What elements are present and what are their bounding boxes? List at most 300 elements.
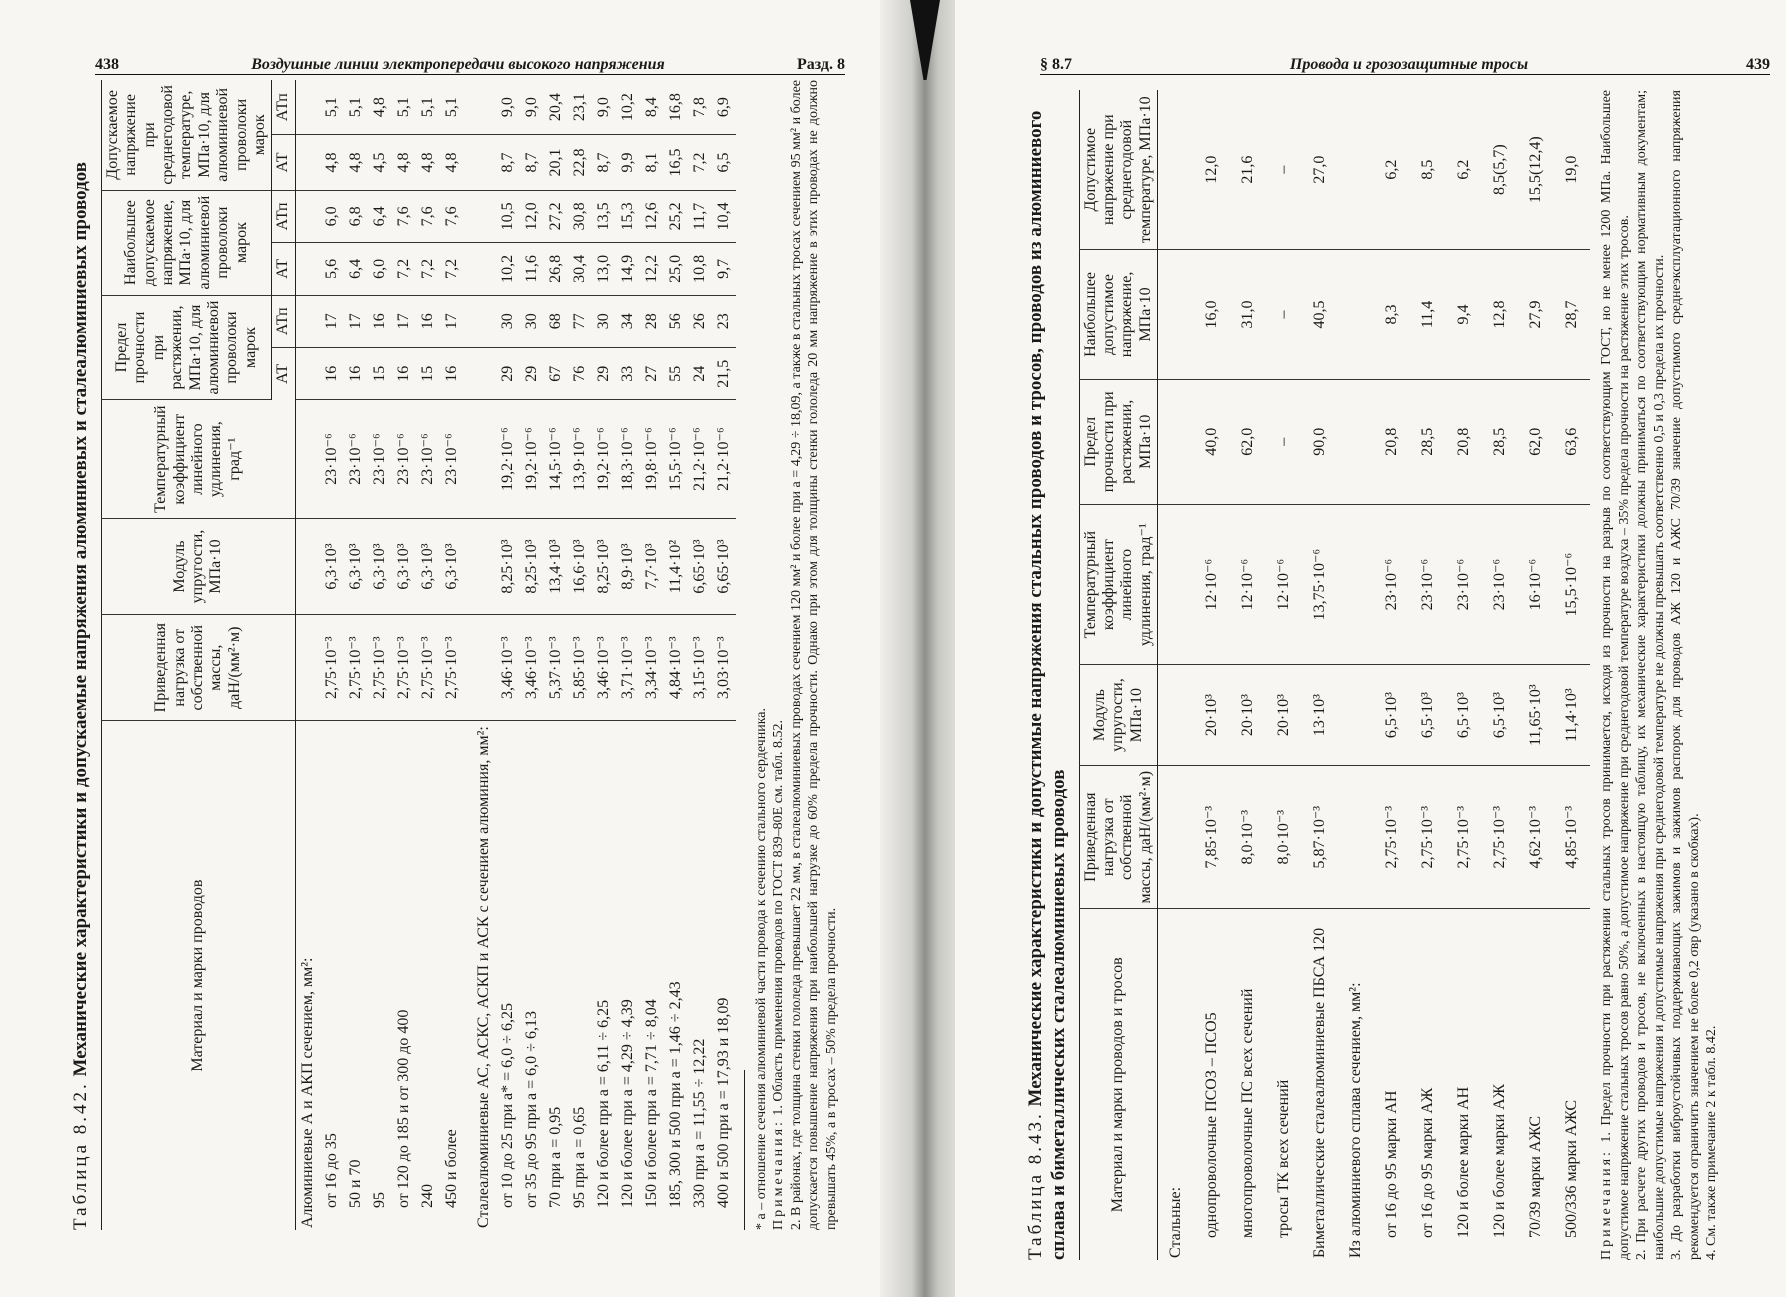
material-cell: 70/39 марки АЖС bbox=[1527, 1115, 1545, 1238]
table-8-42-notes bbox=[753, 80, 841, 1230]
temp-cell: 19,2·10⁻⁶ bbox=[592, 400, 616, 518]
avg-cell: – bbox=[1266, 90, 1302, 250]
avg-cell: 6,2 bbox=[1446, 90, 1482, 250]
modulus-cell: 7,7·10³ bbox=[640, 518, 664, 614]
max-cell: 9,4 bbox=[1446, 250, 1482, 379]
table-row bbox=[1302, 90, 1338, 1260]
m_atp-cell: 12,0 bbox=[520, 190, 544, 242]
temp-cell: 23·10⁻⁶ bbox=[320, 400, 344, 518]
table-8-43-block bbox=[1025, 90, 1760, 1260]
table-row bbox=[664, 80, 688, 1230]
empty-cell bbox=[464, 135, 496, 190]
material-cell: 70 при a = 0,95 bbox=[546, 1106, 564, 1208]
load-cell: 8,0·10⁻³ bbox=[1266, 765, 1302, 909]
col-temp: Температурный коэффициент линейного удлинения, град⁻¹ bbox=[101, 400, 295, 518]
material-cell: 185, 300 и 500 при a = 1,46 ÷ 2,43 bbox=[666, 981, 684, 1208]
temp-cell: 23·10⁻⁶ bbox=[344, 400, 368, 518]
table-row bbox=[712, 80, 736, 1230]
material-cell: 120 и более при a = 6,11 ÷ 6,25 bbox=[594, 999, 612, 1208]
material-cell: однопроволочные ПСОЗ – ПСО5 bbox=[1203, 1012, 1221, 1238]
table-row bbox=[1446, 90, 1482, 1260]
empty-cell bbox=[295, 243, 320, 295]
temp-cell: 23·10⁻⁶ bbox=[1482, 505, 1518, 665]
empty-cell bbox=[295, 80, 320, 135]
load-cell: 2,75·10⁻³ bbox=[1482, 765, 1518, 909]
modulus-cell: 6,3·10³ bbox=[320, 518, 344, 614]
col-material: Материал и марки проводов и тросов bbox=[1079, 909, 1158, 1260]
m_atp-cell: 27,2 bbox=[544, 190, 568, 242]
empty-cell bbox=[1338, 90, 1374, 250]
load-cell: 2,75·10⁻³ bbox=[1410, 765, 1446, 909]
load-cell: 4,84·10⁻³ bbox=[664, 615, 688, 721]
a_atp-cell: 10,2 bbox=[616, 80, 640, 135]
right-page-header bbox=[1040, 52, 1770, 75]
material-cell: Биметаллические сталеалюминиевые ПБСА 120 bbox=[1311, 927, 1329, 1258]
m_atp-cell: 10,5 bbox=[496, 190, 520, 242]
temp-cell: 15,5·10⁻⁶ bbox=[664, 400, 688, 518]
a_at-cell: 8,7 bbox=[592, 135, 616, 190]
temp-cell: 23·10⁻⁶ bbox=[440, 400, 464, 518]
sub-at: АТ bbox=[272, 135, 295, 190]
note-1: 1. Область применения проводов по ГОСТ 839–80Е см. табл. 8.52. bbox=[771, 719, 787, 1116]
table-8-42-label: Таблица 8.42. bbox=[70, 1081, 91, 1230]
m_atp-cell: 6,4 bbox=[368, 190, 392, 242]
temp-cell: 18,3·10⁻⁶ bbox=[616, 400, 640, 518]
m_at-cell: 9,7 bbox=[712, 243, 736, 295]
material-cell: 330 при a = 11,55 ÷ 12,22 bbox=[690, 1038, 708, 1208]
empty-cell bbox=[1338, 665, 1374, 766]
empty-cell bbox=[1338, 765, 1374, 909]
material-cell: от 120 до 185 и от 300 до 400 bbox=[394, 1009, 412, 1208]
table-row bbox=[416, 80, 440, 1230]
strength-cell: 62,0 bbox=[1518, 379, 1554, 504]
material-cell: 120 и более при a = 4,29 ÷ 4,39 bbox=[618, 999, 636, 1208]
modulus-cell: 8,25·10³ bbox=[592, 518, 616, 614]
s_atp-cell: 68 bbox=[544, 295, 568, 347]
a_atp-cell: 20,4 bbox=[544, 80, 568, 135]
empty-cell bbox=[464, 295, 496, 347]
s_atp-cell: 77 bbox=[568, 295, 592, 347]
m_atp-cell: 6,0 bbox=[320, 190, 344, 242]
empty-cell bbox=[464, 243, 496, 295]
table-8-43-body bbox=[1158, 90, 1591, 1260]
col-avg-stress: Допускаемое напряжение при среднегодовой температуре, МПа·10, для алюминиевой проволоки марок bbox=[101, 80, 272, 190]
table-group-row bbox=[1158, 90, 1195, 1260]
s_atp-cell: 17 bbox=[392, 295, 416, 347]
strength-cell: 90,0 bbox=[1302, 379, 1338, 504]
material-cell: 95 bbox=[370, 1192, 388, 1208]
m_atp-cell: 30,8 bbox=[568, 190, 592, 242]
a_atp-cell: 23,1 bbox=[568, 80, 592, 135]
a_at-cell: 4,8 bbox=[392, 135, 416, 190]
load-cell: 3,71·10⁻³ bbox=[616, 615, 640, 721]
load-cell: 3,34·10⁻³ bbox=[640, 615, 664, 721]
a_atp-cell: 9,0 bbox=[520, 80, 544, 135]
sub-at: АТ bbox=[272, 243, 295, 295]
material-cell: тросы ТК всех сечений bbox=[1275, 1079, 1293, 1238]
table-row bbox=[520, 80, 544, 1230]
temp-cell: 23·10⁻⁶ bbox=[1374, 505, 1410, 665]
strength-cell: 40,0 bbox=[1194, 379, 1230, 504]
a_at-cell: 4,8 bbox=[320, 135, 344, 190]
modulus-cell: 11,4·10² bbox=[664, 518, 688, 614]
temp-cell: 12·10⁻⁶ bbox=[1230, 505, 1266, 665]
max-cell: 8,3 bbox=[1374, 250, 1410, 379]
modulus-cell: 16,6·10³ bbox=[568, 518, 592, 614]
load-cell: 2,75·10⁻³ bbox=[320, 615, 344, 721]
strength-cell: 63,6 bbox=[1554, 379, 1590, 504]
max-cell: 40,5 bbox=[1302, 250, 1338, 379]
a_atp-cell: 16,8 bbox=[664, 80, 688, 135]
table-8-42-title: Механические характеристики и допускаемые напряжения алюминиевых и сталеалюминиевых проводов bbox=[70, 161, 91, 1077]
a_at-cell: 20,1 bbox=[544, 135, 568, 190]
s_at-cell: 16 bbox=[320, 347, 344, 400]
avg-cell: 8,5(5,7) bbox=[1482, 90, 1518, 250]
max-cell: – bbox=[1266, 250, 1302, 379]
material-cell: 150 и более при a = 7,71 ÷ 8,04 bbox=[642, 999, 660, 1208]
material-cell: от 16 до 95 марки АЖ bbox=[1419, 1087, 1437, 1238]
modulus-cell: 8,25·10³ bbox=[496, 518, 520, 614]
empty-cell bbox=[1158, 379, 1195, 504]
a_atp-cell: 5,1 bbox=[440, 80, 464, 135]
a_atp-cell: 7,8 bbox=[688, 80, 712, 135]
a_atp-cell: 4,8 bbox=[368, 80, 392, 135]
s_atp-cell: 17 bbox=[320, 295, 344, 347]
table-8-42-block bbox=[70, 80, 870, 1230]
load-cell: 2,75·10⁻³ bbox=[1374, 765, 1410, 909]
s_atp-cell: 30 bbox=[496, 295, 520, 347]
temp-cell: 19,2·10⁻⁶ bbox=[496, 400, 520, 518]
table-8-42 bbox=[101, 80, 736, 1230]
left-page-header bbox=[95, 52, 845, 75]
table-row bbox=[1374, 90, 1410, 1260]
modulus-cell: 6,65·10³ bbox=[712, 518, 736, 614]
temp-cell: 23·10⁻⁶ bbox=[392, 400, 416, 518]
material-cell: Стальные: bbox=[1167, 1186, 1185, 1258]
empty-cell bbox=[464, 615, 496, 721]
strength-cell: 28,5 bbox=[1482, 379, 1518, 504]
a_atp-cell: 5,1 bbox=[416, 80, 440, 135]
m_atp-cell: 12,6 bbox=[640, 190, 664, 242]
material-cell: Алюминиевые А и АКП сечением, мм²: bbox=[298, 957, 316, 1228]
m_at-cell: 7,2 bbox=[392, 243, 416, 295]
m_atp-cell: 13,5 bbox=[592, 190, 616, 242]
table-row bbox=[688, 80, 712, 1230]
sub-at: АТ bbox=[272, 347, 295, 400]
s_at-cell: 76 bbox=[568, 347, 592, 400]
empty-cell bbox=[1158, 665, 1195, 766]
note-1: 1. Предел прочности при растяжении стальных тросов принимается, исходя из прочности на разрыв по соответствующим ГОСТ, но не менее 1200 МПа. Наибольшее допустимое напряжение стальных тросов равно 50%, а допустимое напряжение при среднегодовой температуре воздуха – 35% предела прочности на растяжение этих тросов. bbox=[1599, 89, 1632, 1260]
table-8-42-body bbox=[295, 80, 736, 1230]
modulus-cell: 20·10³ bbox=[1194, 665, 1230, 766]
avg-cell: 21,6 bbox=[1230, 90, 1266, 250]
s_at-cell: 16 bbox=[392, 347, 416, 400]
modulus-cell: 6,3·10³ bbox=[440, 518, 464, 614]
material-cell: от 35 до 95 при a = 6,0 ÷ 6,13 bbox=[522, 1011, 540, 1208]
load-cell: 3,46·10⁻³ bbox=[496, 615, 520, 721]
table-row bbox=[544, 80, 568, 1230]
table-row bbox=[1410, 90, 1446, 1260]
sub-atp: АТп bbox=[272, 80, 295, 135]
m_at-cell: 10,2 bbox=[496, 243, 520, 295]
col-modulus: Модуль упругости, МПа·10 bbox=[1079, 665, 1158, 766]
table-row bbox=[496, 80, 520, 1230]
empty-cell bbox=[1338, 379, 1374, 504]
col-max-stress: Наибольшее допускаемое напряжение, МПа·10, для алюминиевой проволоки марок bbox=[101, 190, 272, 295]
load-cell: 3,46·10⁻³ bbox=[520, 615, 544, 721]
m_at-cell: 14,9 bbox=[616, 243, 640, 295]
empty-cell bbox=[464, 80, 496, 135]
footnote: * a – отношение сечения алюминиевой части провода к сечению стального сердечника. bbox=[753, 707, 769, 1230]
m_at-cell: 26,8 bbox=[544, 243, 568, 295]
sub-atp: АТп bbox=[272, 295, 295, 347]
a_atp-cell: 5,1 bbox=[392, 80, 416, 135]
col-load: Приведенная нагрузка от собственной массы, даН/(мм²·м) bbox=[1079, 765, 1158, 909]
a_at-cell: 6,5 bbox=[712, 135, 736, 190]
table-row bbox=[392, 80, 416, 1230]
load-cell: 3,03·10⁻³ bbox=[712, 615, 736, 721]
note-2: 2. В районах, где толщина стенки гололеда превышает 22 мм, в сталеалюминиевых проводах сечением 120 мм² и более при a = 4,29 ÷ 18,09, а также в стальных тросах сечением 95 мм² и более допускается повышение напряжения при наибольшей нагрузке до 60% предела прочности. Однако при этом для толщины стенки гололеда 20 мм напряжение в этих проводах не должно превышать 45%, а в тросах – 50% предела прочности. bbox=[788, 80, 839, 1230]
s_atp-cell: 16 bbox=[416, 295, 440, 347]
avg-cell: 8,5 bbox=[1410, 90, 1446, 250]
avg-cell: 15,5(12,4) bbox=[1518, 90, 1554, 250]
material-cell: 450 и более bbox=[442, 1129, 460, 1208]
m_atp-cell: 11,7 bbox=[688, 190, 712, 242]
note-label: Примечания: bbox=[1599, 1149, 1615, 1260]
a_atp-cell: 5,1 bbox=[344, 80, 368, 135]
sub-atp: АТп bbox=[272, 190, 295, 242]
m_atp-cell: 7,6 bbox=[392, 190, 416, 242]
empty-cell bbox=[295, 347, 320, 400]
temp-cell: 12·10⁻⁶ bbox=[1194, 505, 1230, 665]
empty-cell bbox=[295, 518, 320, 614]
temp-cell: 13,9·10⁻⁶ bbox=[568, 400, 592, 518]
a_at-cell: 7,2 bbox=[688, 135, 712, 190]
table-8-43-caption bbox=[1025, 90, 1071, 1260]
load-cell: 2,75·10⁻³ bbox=[440, 615, 464, 721]
modulus-cell: 20·10³ bbox=[1266, 665, 1302, 766]
s_at-cell: 29 bbox=[496, 347, 520, 400]
empty-cell bbox=[464, 347, 496, 400]
load-cell: 8,0·10⁻³ bbox=[1230, 765, 1266, 909]
material-cell: Сталеалюминиевые АС, АСКС, АСКП и АСК с сечением алюминия, мм²: bbox=[474, 726, 492, 1228]
max-cell: 27,9 bbox=[1518, 250, 1554, 379]
a_at-cell: 4,8 bbox=[344, 135, 368, 190]
temp-cell: 15,5·10⁻⁶ bbox=[1554, 505, 1590, 665]
table-row bbox=[616, 80, 640, 1230]
a_atp-cell: 9,0 bbox=[496, 80, 520, 135]
load-cell: 2,75·10⁻³ bbox=[1446, 765, 1482, 909]
modulus-cell: 6,5·10³ bbox=[1446, 665, 1482, 766]
empty-cell bbox=[295, 135, 320, 190]
m_atp-cell: 25,2 bbox=[664, 190, 688, 242]
strength-cell: 62,0 bbox=[1230, 379, 1266, 504]
load-cell: 3,46·10⁻³ bbox=[592, 615, 616, 721]
s_atp-cell: 34 bbox=[616, 295, 640, 347]
table-row bbox=[440, 80, 464, 1230]
material-cell: от 10 до 25 при a* = 6,0 ÷ 6,25 bbox=[498, 1003, 516, 1208]
load-cell: 5,87·10⁻³ bbox=[1302, 765, 1338, 909]
col-strength: Предел прочности при растяжении, МПа·10 bbox=[1079, 379, 1158, 504]
col-load: Приведенная нагрузка от собственной массы, даН/(мм²·м) bbox=[101, 615, 295, 721]
right-running-title: Провода и грозозащитные тросы bbox=[1289, 56, 1529, 73]
s_at-cell: 16 bbox=[344, 347, 368, 400]
modulus-cell: 8,9·10³ bbox=[616, 518, 640, 614]
m_at-cell: 12,2 bbox=[640, 243, 664, 295]
empty-cell bbox=[295, 615, 320, 721]
table-row bbox=[1230, 90, 1266, 1260]
temp-cell: 23·10⁻⁶ bbox=[368, 400, 392, 518]
m_at-cell: 6,4 bbox=[344, 243, 368, 295]
a_atp-cell: 6,9 bbox=[712, 80, 736, 135]
col-modulus: Модуль упругости, МПа·10 bbox=[101, 518, 295, 614]
modulus-cell: 6,65·10³ bbox=[688, 518, 712, 614]
empty-cell bbox=[1158, 250, 1195, 379]
modulus-cell: 13·10³ bbox=[1302, 665, 1338, 766]
max-cell: 16,0 bbox=[1194, 250, 1230, 379]
empty-cell bbox=[1158, 765, 1195, 909]
table-row bbox=[1266, 90, 1302, 1260]
table-group-row bbox=[1338, 90, 1374, 1260]
s_at-cell: 15 bbox=[416, 347, 440, 400]
table-row bbox=[592, 80, 616, 1230]
note-3: 3. До разработки виброустойчивых поддерживающих зажимов и зажимов распорок для проводов АЖ 120 и АЖС 70/39 значение допустимого среднеэксплуатационного напряжения рекомендуется ограничить значением не более 0,2 σвр (указано в скобках). bbox=[1669, 90, 1702, 1260]
modulus-cell: 6,3·10³ bbox=[416, 518, 440, 614]
m_at-cell: 11,6 bbox=[520, 243, 544, 295]
modulus-cell: 6,3·10³ bbox=[344, 518, 368, 614]
modulus-cell: 8,25·10³ bbox=[520, 518, 544, 614]
material-cell: многопроволочные ПС всех сечений bbox=[1239, 988, 1257, 1238]
s_at-cell: 24 bbox=[688, 347, 712, 400]
col-avg-stress: Допустимое напряжение при среднегодовой температуре, МПа·10 bbox=[1079, 90, 1158, 250]
footnote-rule bbox=[744, 1070, 745, 1230]
s_at-cell: 55 bbox=[664, 347, 688, 400]
left-section: Разд. 8 bbox=[796, 56, 845, 73]
a_atp-cell: 8,4 bbox=[640, 80, 664, 135]
col-max-stress: Наибольшее допустимое напряжение, МПа·10 bbox=[1079, 250, 1158, 379]
empty-cell bbox=[1338, 250, 1374, 379]
table-row bbox=[1194, 90, 1230, 1260]
table-row bbox=[368, 80, 392, 1230]
m_at-cell: 7,2 bbox=[440, 243, 464, 295]
empty-cell bbox=[464, 400, 496, 518]
left-page-number: 438 bbox=[95, 56, 119, 73]
load-cell: 2,75·10⁻³ bbox=[392, 615, 416, 721]
m_atp-cell: 7,6 bbox=[440, 190, 464, 242]
m_at-cell: 6,0 bbox=[368, 243, 392, 295]
empty-cell bbox=[295, 400, 320, 518]
m_atp-cell: 7,6 bbox=[416, 190, 440, 242]
material-cell: 120 и более марки АЖ bbox=[1491, 1083, 1509, 1238]
avg-cell: 12,0 bbox=[1194, 90, 1230, 250]
modulus-cell: 6,3·10³ bbox=[368, 518, 392, 614]
col-temp: Температурный коэффициент линейного удлинения, град⁻¹ bbox=[1079, 505, 1158, 665]
s_at-cell: 15 bbox=[368, 347, 392, 400]
m_atp-cell: 10,4 bbox=[712, 190, 736, 242]
modulus-cell: 6,5·10³ bbox=[1374, 665, 1410, 766]
load-cell: 2,75·10⁻³ bbox=[344, 615, 368, 721]
material-cell: 400 и 500 при a = 17,93 и 18,09 bbox=[714, 997, 732, 1208]
m_at-cell: 30,4 bbox=[568, 243, 592, 295]
s_at-cell: 27 bbox=[640, 347, 664, 400]
table-group-row bbox=[464, 80, 496, 1230]
material-cell: 120 и более марки АН bbox=[1455, 1086, 1473, 1238]
table-group-row bbox=[295, 80, 320, 1230]
a_at-cell: 16,5 bbox=[664, 135, 688, 190]
material-cell: 95 при a = 0,65 bbox=[570, 1106, 588, 1208]
s_at-cell: 16 bbox=[440, 347, 464, 400]
m_at-cell: 5,6 bbox=[320, 243, 344, 295]
a_at-cell: 9,9 bbox=[616, 135, 640, 190]
max-cell: 12,8 bbox=[1482, 250, 1518, 379]
material-cell: от 16 до 95 марки АН bbox=[1383, 1090, 1401, 1238]
table-row bbox=[1482, 90, 1518, 1260]
s_atp-cell: 23 bbox=[712, 295, 736, 347]
table-row bbox=[568, 80, 592, 1230]
table-8-43-title: Механические характеристики и допустимые напряжения стальных проводов и тросов, проводов из алюминиевого сплава и биметаллических сталеалюминиевых проводов bbox=[1025, 110, 1069, 1260]
note-label: Примечания: bbox=[771, 1119, 787, 1230]
a_at-cell: 22,8 bbox=[568, 135, 592, 190]
m_at-cell: 25,0 bbox=[664, 243, 688, 295]
empty-cell bbox=[464, 518, 496, 614]
left-running-title: Воздушные линии электропередачи высокого напряжения bbox=[251, 56, 665, 73]
max-cell: 11,4 bbox=[1410, 250, 1446, 379]
material-cell: Из алюминиевого сплава сечением, мм²: bbox=[1347, 982, 1365, 1258]
right-page-number: 439 bbox=[1745, 56, 1770, 73]
a_at-cell: 8,7 bbox=[520, 135, 544, 190]
load-cell: 7,85·10⁻³ bbox=[1194, 765, 1230, 909]
table-row bbox=[1554, 90, 1590, 1260]
avg-cell: 6,2 bbox=[1374, 90, 1410, 250]
a_atp-cell: 9,0 bbox=[592, 80, 616, 135]
load-cell: 5,85·10⁻³ bbox=[568, 615, 592, 721]
a_at-cell: 4,5 bbox=[368, 135, 392, 190]
avg-cell: 27,0 bbox=[1302, 90, 1338, 250]
strength-cell: 20,8 bbox=[1374, 379, 1410, 504]
a_at-cell: 8,1 bbox=[640, 135, 664, 190]
temp-cell: 19,8·10⁻⁶ bbox=[640, 400, 664, 518]
binding-shadow bbox=[910, 0, 940, 80]
empty-cell bbox=[295, 295, 320, 347]
s_atp-cell: 16 bbox=[368, 295, 392, 347]
s_atp-cell: 17 bbox=[440, 295, 464, 347]
modulus-cell: 11,65·10³ bbox=[1518, 665, 1554, 766]
a_at-cell: 8,7 bbox=[496, 135, 520, 190]
temp-cell: 23·10⁻⁶ bbox=[1446, 505, 1482, 665]
s_at-cell: 29 bbox=[520, 347, 544, 400]
s_at-cell: 33 bbox=[616, 347, 640, 400]
table-row bbox=[1518, 90, 1554, 1260]
note-2: 2. При расчете других проводов и тросов, не включенных в настоящую таблицу, их механические характеристики должны приниматься по соответствующим нормативным документам; наибольшие допустимые напряжения и допустимые напряжения при среднегодовой температуре не должны превышать соответственно 0,5 и 0,3 предела их прочности. bbox=[1634, 90, 1667, 1260]
modulus-cell: 6,5·10³ bbox=[1410, 665, 1446, 766]
m_at-cell: 7,2 bbox=[416, 243, 440, 295]
m_atp-cell: 6,8 bbox=[344, 190, 368, 242]
modulus-cell: 20·10³ bbox=[1230, 665, 1266, 766]
a_at-cell: 4,8 bbox=[440, 135, 464, 190]
a_atp-cell: 5,1 bbox=[320, 80, 344, 135]
s_at-cell: 29 bbox=[592, 347, 616, 400]
load-cell: 2,75·10⁻³ bbox=[416, 615, 440, 721]
s_atp-cell: 17 bbox=[344, 295, 368, 347]
max-cell: 31,0 bbox=[1230, 250, 1266, 379]
modulus-cell: 6,3·10³ bbox=[392, 518, 416, 614]
empty-cell bbox=[1158, 90, 1195, 250]
m_at-cell: 10,8 bbox=[688, 243, 712, 295]
empty-cell bbox=[295, 190, 320, 242]
right-page bbox=[955, 0, 1786, 1297]
material-cell: 240 bbox=[418, 1184, 436, 1208]
table-8-42-caption bbox=[70, 80, 93, 1230]
